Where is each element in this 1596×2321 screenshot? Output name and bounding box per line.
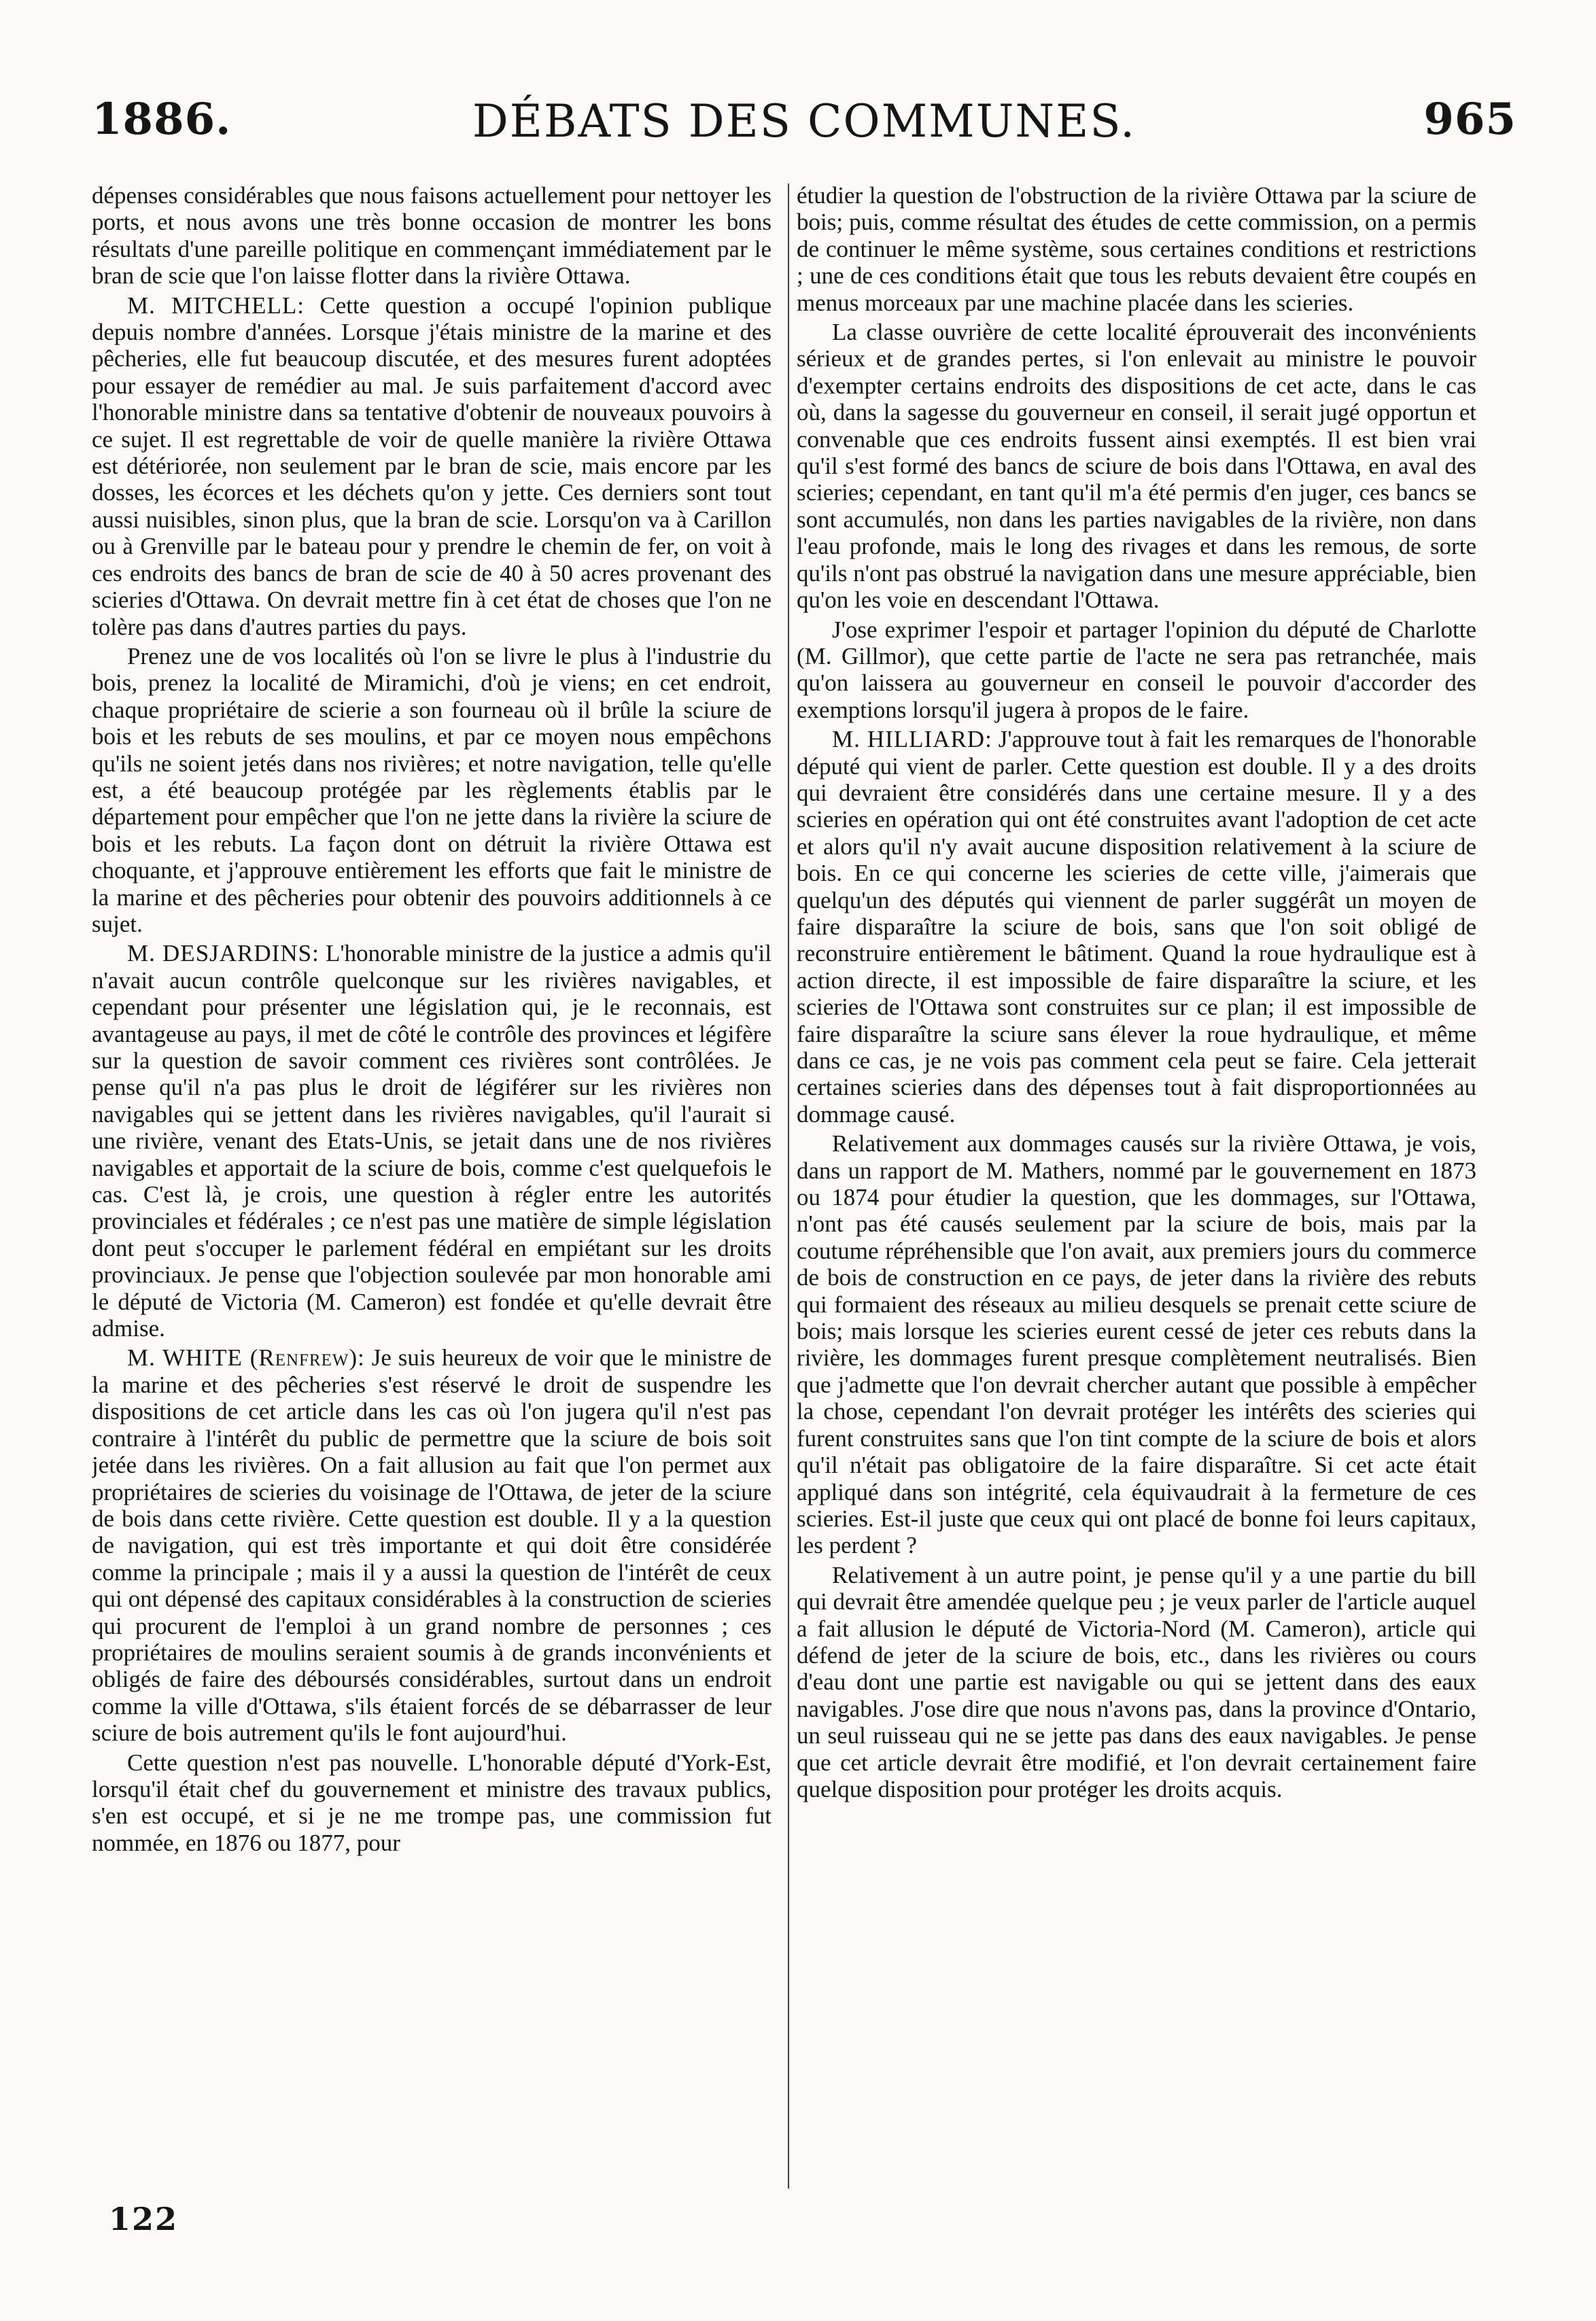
paragraph <box>92 1344 771 1746</box>
paragraph-text: J'ose exprimer l'espoir et partager l'opinion du député de Charlotte (M. Gillmor), que cette partie de l'acte ne sera pas retranchée, mais qu'on laissera au gouverneur en conseil le pouvoir d'accorder des exemptions lorsqu'il jugera à propos de le faire. <box>797 616 1476 723</box>
paragraph-text: Cette question n'est pas nouvelle. L'honorable député d'York-Est, lorsqu'il était chef du gouvernement et ministre des travaux publics, s'en est occupé, et si je ne me trompe pas, une commission fut nommée, en 1876 ou 1877, pour <box>92 1749 771 1856</box>
paragraph <box>797 1130 1476 1559</box>
paragraph-text: L'honorable ministre de la justice a admis qu'il n'avait aucun contrôle quelconque sur les rivières navigables, et cependant pour présenter une législation qui, je le reconnais, est avantageuse au pays, il met de côté le contrôle des provinces et légifère sur la question de savoir comment ces rivières sont contrôlées. Je pense qu'il n'a pas plus le droit de légiférer sur les rivières non navigables qui se jettent dans les rivières navigables, qu'il l'aurait si une rivière, venant des Etats-Unis, se jetait dans une de nos rivières navigables et apportait de la sciure de bois, comme c'est quelquefois le cas. C'est là, je crois, une question à régler entre les autorités provinciales et fédérales ; ce n'est pas une matière de simple législation dont peut s'occuper le parlement fédéral en empiétant sur les droits provinciaux. Je pense que l'objection soulevée par mon honorable ami le député de Victoria (M. Cameron) est fondée et qu'elle devrait être admise. <box>92 940 771 1342</box>
signature-mark: 122 <box>109 2201 179 2237</box>
header-page-number: 965 <box>1423 94 1516 145</box>
header-title: DÉBATS DES COMMUNES. <box>472 95 1137 147</box>
speaker-name: M. HILLIARD: <box>832 726 992 753</box>
speaker-name: M. DESJARDINS: <box>127 940 319 967</box>
speaker-name: M. MITCHELL: <box>127 292 305 319</box>
paragraph-text: Relativement à un autre point, je pense qu'il y a une partie du bill qui devrait être amendée quelque peu ; je veux parler de l'article auquel a fait allusion le député de Victoria-Nord (M. Cameron), article qui défend de jeter de la sciure de bois, etc., dans les rivières ou cours d'eau dont une partie est navigable ou qui se jettent dans des eaux navigables. J'ose dire que nous n'avons pas, dans la province d'Ontario, un seul ruisseau qui ne se jette pas dans des eaux navigables. Je pense que cet article devrait être modifié, et l'on devrait certainement faire quelque disposition pour protéger les droits acquis. <box>797 1561 1476 1802</box>
paragraph <box>797 182 1476 316</box>
paragraph <box>92 643 771 937</box>
paragraph <box>797 319 1476 613</box>
paragraph-text: La classe ouvrière de cette localité éprouverait des inconvénients sérieux et de grandes pertes, si l'on enlevait au ministre le pouvoir d'exempter certains endroits des dispositions de cet acte, dans le cas où, dans la sagesse du gouverneur en conseil, il serait jugé opportun et convenable que ces endroits fussent ainsi exemptés. Il est bien vrai qu'il s'est formé des bancs de sciure de bois dans l'Ottawa, en aval des scieries; cependant, en tant qu'il m'a été permis d'en juger, ces bancs se sont accumulés, non dans les parties navigables de la rivière, non dans l'eau profonde, mais le long des rivages et dans les remous, de sorte qu'ils n'ont pas obstrué la navigation dans une mesure appréciable, bien qu'on les voie en descendant l'Ottawa. <box>797 319 1476 614</box>
paragraph-text: étudier la question de l'obstruction de la rivière Ottawa par la sciure de bois; puis, comme résultat des études de cette commission, on a permis de continuer le même système, sous certaines conditions et restrictions ; une de ces conditions était que tous les rebuts devaient être coupés en menus morceaux par une machine placée dans les scieries. <box>797 182 1476 316</box>
column-divider <box>788 184 789 2188</box>
paragraph <box>92 940 771 1342</box>
paragraph-text: Je suis heureux de voir que le ministre de la marine et des pêcheries s'est réservé le droit de suspendre les dispositions de cet article dans les cas où l'on jugera qu'il n'est pas contraire à l'intérêt du public de permettre que la sciure de bois soit jetée dans les rivières. On a fait allusion au fait que l'on permet aux propriétaires de scieries du voisinage de l'Ottawa, de jeter de la sciure de bois dans cette rivière. Cette question est double. Il y a la question de navigation, qui est très importante et qui doit être considérée comme la principale ; mais il y a aussi la question de l'intérêt de ceux qui ont dépensé des capitaux considérables à la construction de scieries qui procurent de l'emploi à un grand nombre de personnes ; ces propriétaires de moulins seraient soumis à de grands inconvénients et obligés de faire des déboursés considérables, surtout dans un endroit comme la ville d'Ottawa, s'ils étaient forcés de se débarrasser de leur sciure de bois autrement qu'ils le font aujourd'hui. <box>92 1344 771 1747</box>
right-column <box>797 182 1476 2199</box>
paragraph-text: Cette question a occupé l'opinion publique depuis nombre d'années. Lorsque j'étais ministre de la marine et des pêcheries, elle fut beaucoup discutée, et des mesures furent adoptées pour essayer de remédier au mal. Je suis parfaitement d'accord avec l'honorable ministre dans sa tentative d'obtenir de nouveaux pouvoirs à ce sujet. Il est regrettable de voir de quelle manière la rivière Ottawa est détériorée, non seulement par le bran de scie, mais encore par les dosses, les écorces et les déchets qu'on y jette. Ces derniers sont tout aussi nuisibles, sinon plus, que la bran de scie. Lorsqu'on va à Carillon ou à Grenville par le bateau pour y prendre le chemin de fer, on voit à ces endroits des bancs de bran de scie de 40 à 50 acres provenant des scieries d'Ottawa. On devrait mettre fin à cet état de choses que l'on ne tolère pas dans d'autres parties du pays. <box>92 292 771 640</box>
paragraph <box>797 616 1476 724</box>
running-header <box>92 94 1516 175</box>
paragraph-text: Relativement aux dommages causés sur la rivière Ottawa, je vois, dans un rapport de M. Mathers, nommé par le gouvernement en 1873 ou 1874 pour étudier la question, que les dommages, sur l'Ottawa, n'ont pas été causés seulement par la sciure de bois, mais par la coutume répréhensible que l'on avait, aux premiers jours du commerce de bois de construction en ce pays, de jeter dans la rivière des rebuts qui formaient des réseaux au milieu desquels se prenait cette sciure de bois; mais lorsque les scieries eurent cessé de jeter ces rebuts dans la rivière, les dommages furent presque complètement neutralisés. Bien que j'admette que l'on devrait chercher autant que possible à empêcher la chose, cependant l'on devrait protéger les intérêts des scieries qui furent construites sans que l'on tint compte de la sciure de bois et alors qu'il n'était pas obligatoire de la faire disparaître. Si cet acte était appliqué dans son intégrité, cela équivaudrait à la fermeture de ces scieries. Est-il juste que ceux qui ont placé de bonne foi leurs capitaux, les perdent ? <box>797 1130 1476 1559</box>
paragraph <box>92 292 771 640</box>
paragraph <box>92 182 771 290</box>
paragraph-text: Prenez une de vos localités où l'on se livre le plus à l'industrie du bois, prenez la localité de Miramichi, d'où je viens; en cet endroit, chaque propriétaire de scierie a son fourneau où il brûle la sciure de bois et les rebuts de ses moulins, et par ce moyen nous empêchons qu'ils ne soient jetés dans nos rivières; et notre navigation, telle qu'elle est, a été beaucoup protégée par les règlements établis par le département pour empêcher que l'on ne jette dans la rivière la sciure de bois et les rebuts. La façon dont on détruit la rivière Ottawa est choquante, et j'approuve entièrement les efforts que fait le ministre de la marine et des pêcheries pour obtenir des pouvoirs additionnels à ce sujet. <box>92 642 771 937</box>
paragraph-text: dépenses considérables que nous faisons actuellement pour nettoyer les ports, et nous avons une très bonne occasion de montrer les bons résultats d'une pareille politique en commençant immédiatement par le bran de scie que l'on laisse flotter dans la rivière Ottawa. <box>92 182 771 290</box>
paragraph <box>92 1749 771 1857</box>
paragraph-text: J'approuve tout à fait les remarques de l'honorable député qui vient de parler. Cette question est double. Il y a des droits qui devraient être considérés dans une certaine mesure. Il y a des scieries en opération qui ont été construites avant l'adoption de cet acte et alors qu'il n'y avait aucune disposition relativement à la sciure de bois. En ce qui concerne les scieries de cette ville, j'aimerais que quelqu'un des députés qui viennent de parler suggérât un moyen de faire disparaître la sciure de bois, sans que l'on soit obligé de reconstruire entièrement le bâtiment. Quand la roue hydraulique est à action directe, il est impossible de faire disparaître la sciure, et les scieries de l'Ottawa sont construites sur ce plan; il est impossible de faire disparaître la sciure sans élever la roue hydraulique, et même dans ce cas, je ne vois pas comment cela peut se faire. Cela jetterait certaines scieries dans des dépenses tout à fait disproportionnées au dommage causé. <box>797 726 1476 1128</box>
header-year: 1886. <box>92 94 232 145</box>
paragraph <box>797 1562 1476 1803</box>
speaker-name: M. WHITE (Renfrew): <box>127 1344 365 1372</box>
paragraph <box>797 726 1476 1128</box>
left-column <box>92 182 771 2199</box>
